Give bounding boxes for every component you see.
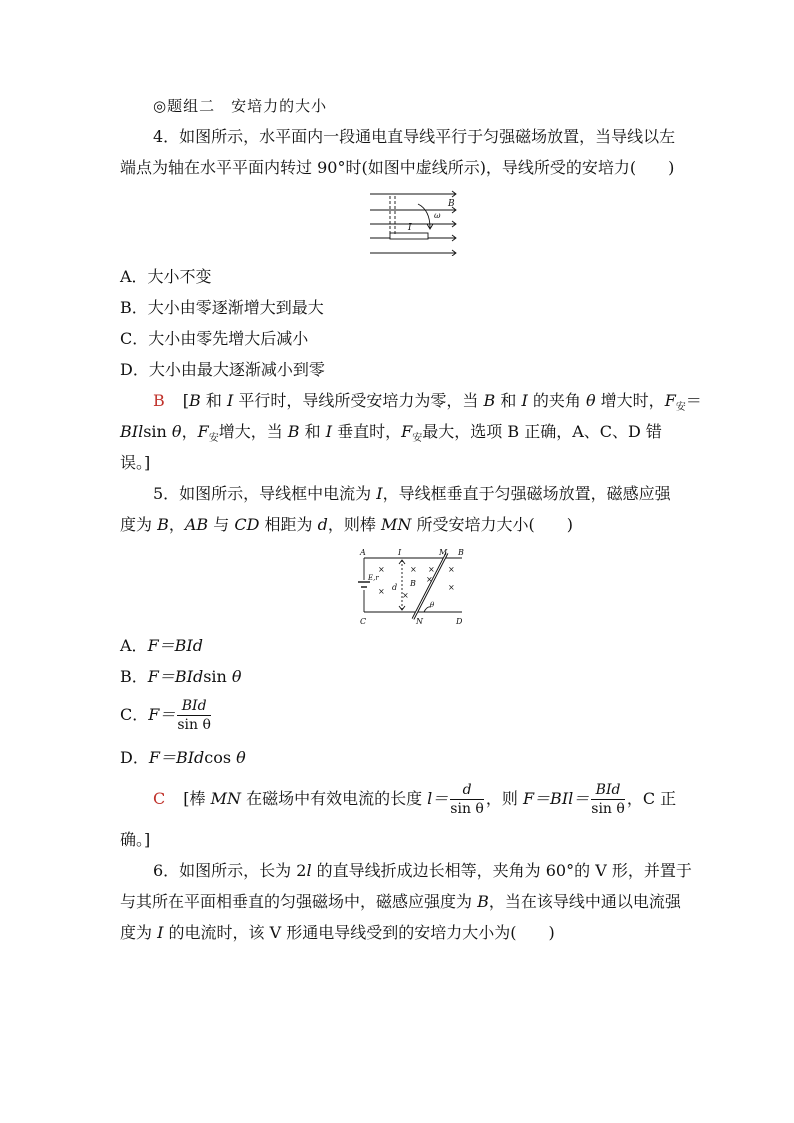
q5-cross: ×	[448, 583, 455, 592]
q6-l3-t3: 的电流时，该 V 形通电导线受到的安培力大小为( )	[163, 923, 555, 942]
q5-cross: ×	[448, 565, 455, 574]
q4-answer-line3: 误。]	[120, 453, 151, 472]
q4-ans2-t12: F	[401, 422, 413, 441]
q6-stem-line2	[120, 891, 681, 913]
q4-ans2-t9: 和	[299, 422, 326, 441]
q5-ans-t7: ，C 正	[626, 789, 677, 808]
q4-ans2-t4: ，	[181, 422, 198, 441]
q5-figure	[354, 546, 470, 628]
q4-ans-t5: 平行时，导线所受安培力为零，当	[233, 391, 484, 410]
q4-stem-line2: 端点为轴在水平平面内转过 90°时(如图中虚线所示)，导线所受的安培力( )	[120, 158, 675, 177]
q5-ans-frac1-den: sin θ	[450, 801, 484, 817]
q5-s2-t5: 与	[208, 515, 235, 534]
q5-label-A: A	[360, 548, 366, 557]
q5-opt-c-lhs: F＝	[148, 705, 176, 724]
q6-l1-t2: l	[306, 861, 312, 880]
q4-figure-label-omega: ω	[434, 211, 441, 220]
q5-s1-t3: ，导线框垂直于匀强磁场放置，磁感应强	[382, 484, 671, 503]
q4-ans-t12: F	[664, 391, 676, 410]
q5-label-Er: E,r	[368, 574, 379, 582]
q4-figure	[370, 188, 462, 256]
q5-cross: ×	[378, 587, 385, 596]
q5-s2-t10: MN	[380, 515, 412, 534]
q4-option-a: A．大小不变	[120, 267, 212, 286]
q5-label-theta: θ	[430, 601, 435, 609]
q5-opt-c-den: sin θ	[177, 717, 211, 733]
q5-opt-a-expr: F＝BId	[147, 636, 203, 655]
q4-answer-line2	[120, 421, 662, 450]
q4-answer-line1	[153, 390, 702, 419]
q4-answer-letter: B	[153, 391, 165, 410]
q5-ans-t2: MN	[210, 789, 241, 808]
q5-label-C: C	[360, 617, 367, 626]
q4-ans2-t14: 最大，选项 B 正确，A、C、D 错	[422, 422, 662, 441]
q4-ans-t4: I	[226, 391, 234, 410]
q5-ans-t1: [棒	[183, 789, 211, 808]
q5-opt-d-label: D．	[120, 748, 149, 767]
q5-option-c	[120, 697, 213, 734]
q5-s2-t9: ，则棒	[327, 515, 381, 534]
q4-stem-line1: 4．如图所示，水平面内一段通电直导线平行于匀强磁场放置，当导线以左	[153, 127, 676, 146]
q4-ans2-t8: B	[287, 422, 300, 441]
q4-ans2-t3: θ	[171, 422, 182, 441]
q4-ans2-t2: sin	[143, 422, 172, 441]
q6-l3-t1: 度为	[120, 923, 158, 942]
q4-ans-t13: 安	[675, 402, 686, 413]
q4-ans2-t5: F	[197, 422, 209, 441]
q5-label-N: N	[416, 617, 423, 626]
q4-ans2-t1: BIl	[120, 422, 144, 441]
q4-ans-t11: 增大时，	[595, 391, 665, 410]
q5-opt-a-label: A．	[120, 636, 148, 655]
q4-ans-t14: ＝	[685, 391, 702, 410]
q5-answer-letter: C	[153, 789, 166, 808]
q4-ans2-t6: 安	[208, 433, 219, 444]
q6-l3-t2: I	[157, 923, 164, 942]
q5-ans-t6: F＝BIl＝	[522, 789, 590, 808]
q5-ans-t3: 在磁场中有效电流的长度	[240, 789, 428, 808]
q6-stem-line1	[153, 860, 692, 882]
q5-opt-c-label: C．	[120, 705, 149, 724]
q5-opt-d-expr-c: θ	[236, 748, 246, 767]
q5-opt-c-fraction	[177, 697, 211, 734]
q5-label-I: I	[398, 548, 402, 557]
q6-l1-t3: 的直导线折成边长相等，夹角为 60°的 V 形，并置于	[311, 861, 692, 880]
q5-s1-t1: 5．如图所示，导线框中电流为	[153, 484, 377, 503]
q5-cross: ×	[426, 575, 433, 584]
q5-s2-t4: AB	[184, 515, 209, 534]
q5-answer-line2: 确。]	[120, 830, 151, 849]
q5-ans-frac1-num: d	[450, 781, 484, 800]
q5-opt-d-expr-b: cos	[204, 748, 237, 767]
q5-option-a	[120, 635, 203, 657]
q5-s1-t2: I	[376, 484, 383, 503]
q5-ans-frac2-num: BId	[591, 781, 625, 800]
q5-s2-t7: 相距为	[259, 515, 318, 534]
q5-label-D: D	[456, 617, 463, 626]
q5-ans-frac2-den: sin θ	[591, 801, 625, 817]
section-heading: ◎题组二 安培力的大小	[153, 97, 328, 115]
q4-ans-t10: θ	[585, 391, 596, 410]
q4-figure-label-I: I	[408, 223, 412, 233]
q4-ans2-t10: I	[325, 422, 333, 441]
q4-option-d: D．大小由最大逐渐减小到零	[120, 360, 325, 379]
q6-l2-t3: ，当在该导线中通以电流强	[488, 892, 681, 911]
q5-stem-line1	[153, 483, 671, 505]
q4-option-c: C．大小由零先增大后减小	[120, 329, 309, 348]
q5-s2-t6: CD	[234, 515, 260, 534]
q5-opt-b-expr-b: sin	[203, 667, 232, 686]
q5-opt-b-label: B．	[120, 667, 148, 686]
q6-stem-line3	[120, 922, 555, 944]
q4-ans-t2: B	[189, 391, 201, 410]
q5-s2-t1: 度为	[120, 515, 158, 534]
q5-label-B-corner: B	[458, 548, 464, 557]
q6-l2-t2: B	[477, 892, 489, 911]
q5-s2-t8: d	[317, 515, 328, 534]
q5-cross: ×	[402, 591, 409, 600]
q5-ans-t4: l＝	[427, 789, 449, 808]
q5-cross: ×	[428, 565, 435, 574]
q4-ans2-t13: 安	[412, 433, 423, 444]
q5-s2-t2: B	[157, 515, 169, 534]
q5-ans-fraction1	[450, 781, 484, 818]
q5-option-b	[120, 666, 242, 688]
q4-ans-t3: 和	[200, 391, 227, 410]
q4-ans-t1: [	[182, 391, 190, 410]
q4-figure-label-B: B	[448, 199, 455, 209]
q5-label-d: d	[392, 583, 398, 592]
q5-opt-b-expr-c: θ	[231, 667, 242, 686]
q5-ans-fraction2	[591, 781, 625, 818]
q4-ans-t9: 的夹角	[527, 391, 586, 410]
q5-opt-c-num: BId	[177, 697, 211, 716]
q6-l1-t1: 6．如图所示，长为 2	[153, 861, 307, 880]
q5-s2-t3: ，	[168, 515, 185, 534]
q5-ans-t5: ，则	[485, 789, 523, 808]
q4-ans2-t11: 垂直时，	[332, 422, 402, 441]
q5-cross: ×	[378, 565, 385, 574]
q5-option-d	[120, 747, 246, 769]
q5-opt-d-expr-a: F＝BId	[148, 748, 205, 767]
q4-ans-t6: B	[483, 391, 496, 410]
q5-cross: ×	[410, 565, 417, 574]
q5-s2-t11: 所受安培力大小( )	[411, 515, 573, 534]
q4-ans2-t7: 增大，当	[218, 422, 288, 441]
q5-label-B-field: B	[410, 579, 416, 588]
q5-answer-line1	[153, 781, 676, 818]
q5-stem-line2	[120, 514, 573, 536]
q5-label-M: M	[439, 548, 448, 557]
q5-opt-b-expr-a: F＝BId	[147, 667, 204, 686]
q6-l2-t1: 与其所在平面相垂直的匀强磁场中，磁感应强度为	[120, 892, 478, 911]
q4-ans-t8: I	[521, 391, 528, 410]
q4-option-b: B．大小由零逐渐增大到最大	[120, 298, 324, 317]
q4-ans-t7: 和	[495, 391, 522, 410]
